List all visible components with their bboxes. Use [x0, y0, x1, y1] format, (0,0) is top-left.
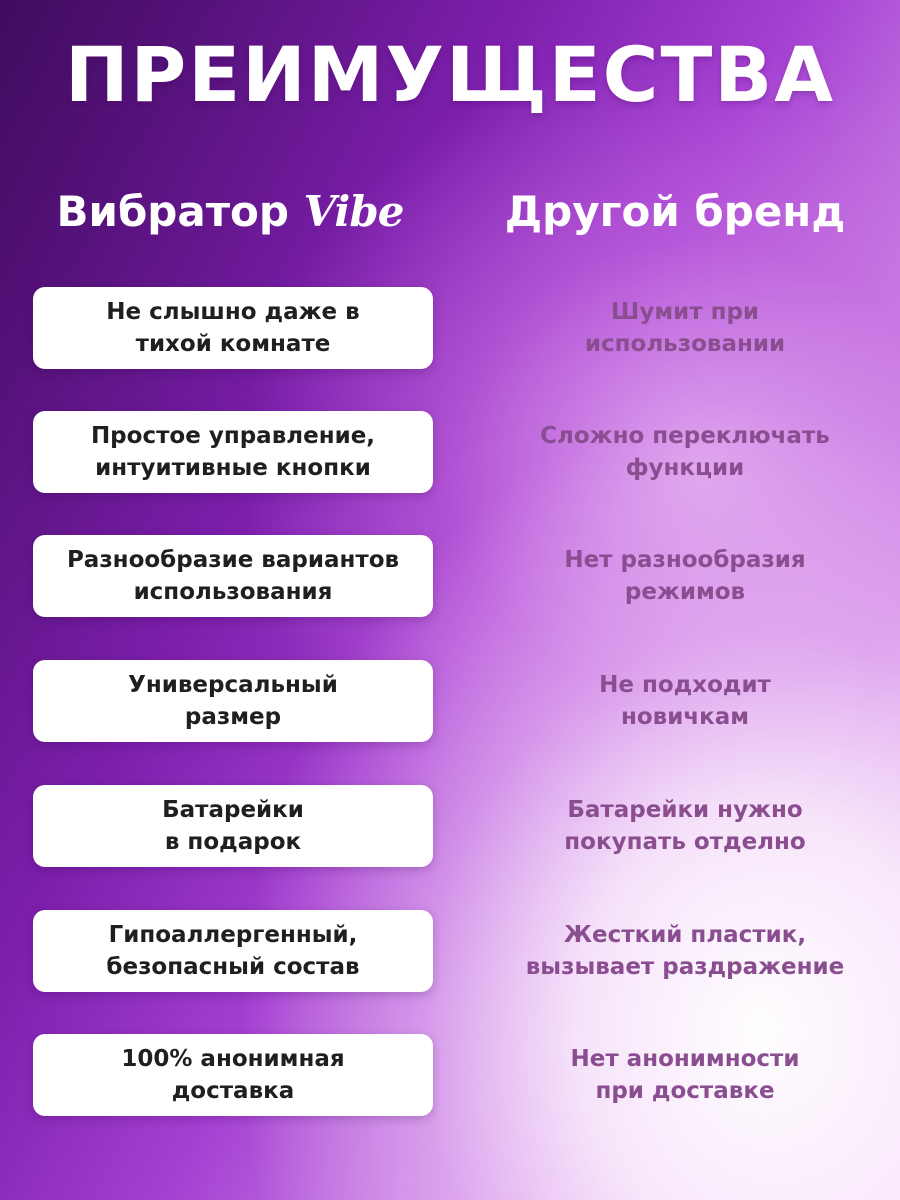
- competitor-item: [465, 535, 900, 617]
- competitor-text: Нет анонимности при доставке: [570, 1046, 800, 1104]
- advantage-card: [33, 1034, 433, 1116]
- advantage-text: Не слышно даже в тихой комнате: [106, 299, 360, 357]
- advantage-text: Гипоаллергенный, безопасный состав: [106, 922, 360, 980]
- advantage-text: Простое управление, интуитивные кнопки: [90, 423, 376, 481]
- competitor-text: Сложно переключать функции: [540, 423, 830, 481]
- comparison-row: [0, 785, 900, 867]
- our-product-heading: [15, 182, 445, 242]
- advantage-card: [33, 910, 433, 992]
- advantage-card: [33, 785, 433, 867]
- competitor-item: [465, 785, 900, 867]
- our-product-label: Вибратор: [56, 187, 289, 236]
- page-title: ПРЕИМУЩЕСТВА: [64, 30, 836, 119]
- advantage-text: Батарейки в подарок: [162, 797, 304, 855]
- competitor-item: [465, 910, 900, 992]
- comparison-row: [0, 287, 900, 369]
- comparison-row: [0, 910, 900, 992]
- comparison-row: [0, 1034, 900, 1116]
- advantage-text: 100% анонимная доставка: [121, 1046, 345, 1104]
- comparison-row: [0, 660, 900, 742]
- competitor-item: [465, 287, 900, 369]
- advantage-card: [33, 535, 433, 617]
- advantage-card: [33, 287, 433, 369]
- competitor-text: Нет разнообразия режимов: [564, 547, 806, 605]
- competitor-text: Шумит при использовании: [584, 299, 786, 357]
- competitor-item: [465, 411, 900, 493]
- comparison-row: [0, 411, 900, 493]
- other-brand-heading: Другой бренд: [504, 187, 846, 236]
- competitor-item: [465, 660, 900, 742]
- competitor-text: Батарейки нужно покупать отделно: [564, 797, 806, 855]
- advantage-text: Универсальный размер: [128, 672, 338, 730]
- competitor-text: Не подходит новичкам: [599, 672, 771, 730]
- advantage-text: Разнообразие вариантов использования: [66, 547, 400, 605]
- advantage-card: [33, 660, 433, 742]
- advantage-card: [33, 411, 433, 493]
- brand-logo-text: Vibe: [303, 187, 404, 236]
- comparison-row: [0, 535, 900, 617]
- competitor-text: Жесткий пластик, вызывает раздражение: [525, 922, 845, 980]
- competitor-item: [465, 1034, 900, 1116]
